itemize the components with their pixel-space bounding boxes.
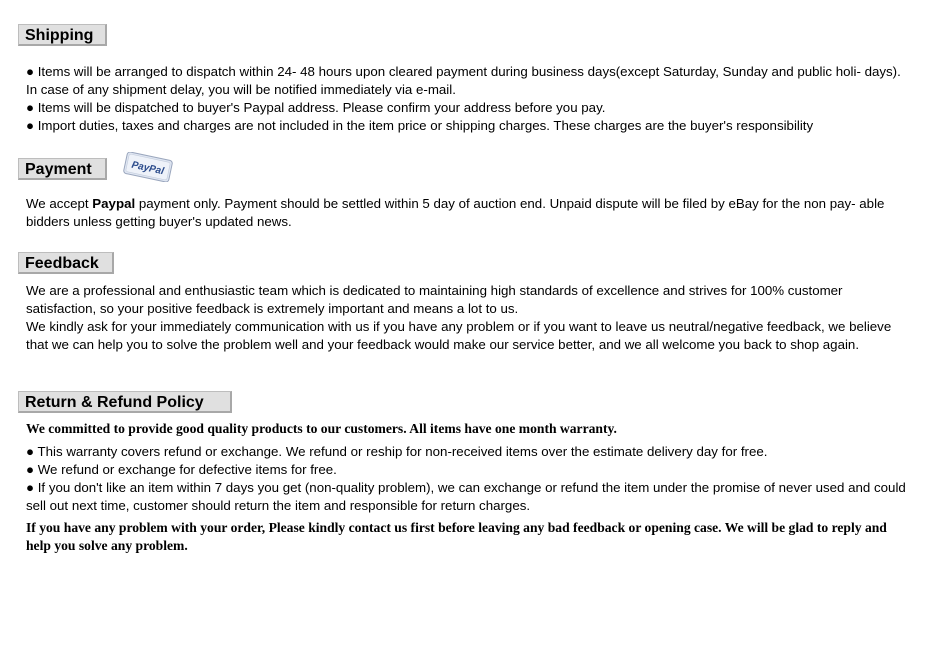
feedback-heading: Feedback <box>18 252 114 274</box>
payment-text <box>18 195 913 231</box>
returns-heading: Return & Refund Policy <box>18 391 232 413</box>
feedback-text <box>18 282 913 354</box>
shipping-item: ● Items will be dispatched to buyer's Paypal address. Please confirm your address before you pay. <box>26 99 913 117</box>
payment-text-end: payment only. Payment should be settled within 5 day of auction end. Unpaid dispute will be filed by eBay for the non pay- able bidders unless getting buyer's updated news. <box>26 196 885 229</box>
paypal-logo-icon <box>122 152 174 182</box>
returns-text <box>18 420 913 555</box>
shipping-item: ● Import duties, taxes and charges are not included in the item price or shipping charges. These charges are the buyer's responsibility <box>26 117 913 135</box>
returns-item: ● We refund or exchange for defective items for free. <box>26 461 913 479</box>
shipping-item: ● Items will be arranged to dispatch within 24- 48 hours upon cleared payment during business days(except Saturday, Sunday and public holi- days). In case of any shipment delay, you will be notified immediately via e-mail. <box>26 63 913 99</box>
paypal-logo-text: PayPal <box>130 159 165 178</box>
shipping-list <box>18 63 913 135</box>
payment-text-bold: Paypal <box>92 196 136 211</box>
returns-item: ● If you don't like an item within 7 days you get (non-quality problem), we can exchange or refund the item under the promise of never used and could sell out next time, customer should return the item and responsible for return charges. <box>26 479 913 515</box>
returns-section <box>18 391 913 555</box>
returns-intro: We committed to provide good quality products to our customers. All items have one month warranty. <box>26 421 617 436</box>
feedback-paragraph: We are a professional and enthusiastic team which is dedicated to maintaining high standards of excellence and strives for 100% customer satisfaction, so your positive feedback is extremely important and means a lot to us. <box>26 283 843 316</box>
feedback-paragraph: We kindly ask for your immediately communication with us if you have any problem or if you want to leave us neutral/negative feedback, we believe that we can help you to solve the problem well and your feedback would make our service better, and we all welcome you back to shop again. <box>26 319 892 352</box>
returns-item: ● This warranty covers refund or exchange. We refund or reship for non-received items over the estimate delivery day for free. <box>26 443 913 461</box>
payment-text-start: We accept <box>26 196 93 211</box>
shipping-heading: Shipping <box>18 24 107 46</box>
payment-section <box>18 158 913 231</box>
shipping-section <box>18 24 913 135</box>
payment-heading: Payment <box>18 158 107 180</box>
returns-closing: If you have any problem with your order, Please kindly contact us first before leaving any bad feedback or opening case. We will be glad to reply and help you solve any problem. <box>26 520 887 553</box>
feedback-section <box>18 252 913 354</box>
